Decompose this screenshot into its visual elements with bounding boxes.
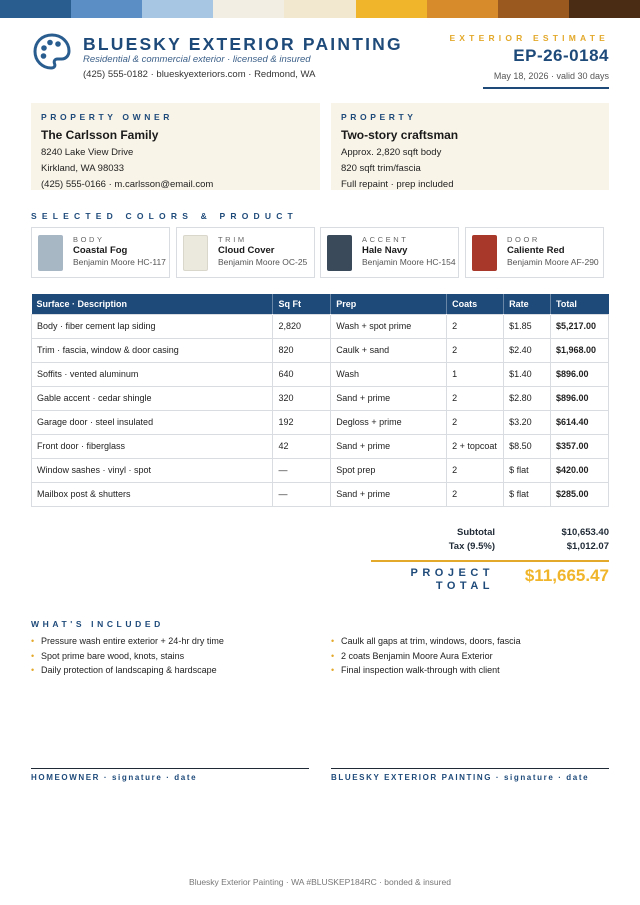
table-cell: $285.00 [551, 482, 609, 506]
table-cell: Degloss + prime [331, 410, 447, 434]
swatch-name: Cloud Cover [218, 245, 275, 256]
subtotal-value: $10,653.40 [561, 527, 609, 538]
header-divider [483, 87, 609, 89]
table-cell: $420.00 [551, 458, 609, 482]
table-cell: $1,968.00 [551, 338, 609, 362]
company-contact: (425) 555-0182 · blueskyexteriors.com · Redmond, WA [83, 69, 316, 80]
swatch-code: Benjamin Moore HC-154 [362, 257, 456, 267]
table-cell: Spot prep [331, 458, 447, 482]
owner-address-line-1: 8240 Lake View Drive [41, 147, 134, 158]
table-cell: $614.40 [551, 410, 609, 434]
column-header: Surface · Description [32, 294, 273, 314]
table-cell: $8.50 [504, 434, 551, 458]
list-item: • 2 coats Benjamin Moore Aura Exterior [331, 651, 521, 666]
table-cell: 2 [447, 338, 504, 362]
table-cell: $357.00 [551, 434, 609, 458]
footer-text: Bluesky Exterior Painting · WA #BLUSKEP184RC · bonded & insured [189, 877, 451, 887]
column-header: Total [551, 294, 609, 314]
table-cell: $ flat [504, 482, 551, 506]
table-cell: $2.40 [504, 338, 551, 362]
property-owner-panel [31, 103, 320, 190]
owner-address-line-2: Kirkland, WA 98033 [41, 163, 125, 174]
swatch-card-accent [320, 227, 459, 278]
tax-value: $1,012.07 [566, 541, 609, 552]
list-item: • Final inspection walk-through with client [331, 665, 521, 680]
swatch-chip [183, 235, 208, 271]
swatch-name: Coastal Fog [73, 245, 128, 256]
property-line-2: 820 sqft trim/fascia [341, 163, 421, 174]
table-row [32, 482, 609, 506]
table-header-row [32, 294, 609, 314]
property-title: Two-story craftsman [341, 128, 459, 142]
table-cell: $1.40 [504, 362, 551, 386]
list-item: • Daily protection of landscaping & hardscape [31, 665, 224, 680]
table-row [32, 314, 609, 338]
table-row [32, 458, 609, 482]
table-cell: 2 [447, 458, 504, 482]
stripe-segment [0, 0, 71, 18]
swatch-code: Benjamin Moore AF-290 [507, 257, 599, 267]
table-cell: 192 [273, 410, 331, 434]
property-line-3: Full repaint · prep included [341, 179, 454, 190]
included-list-left [31, 636, 224, 680]
swatch-code: Benjamin Moore HC-117 [73, 257, 166, 267]
table-row [32, 386, 609, 410]
table-cell: Wash + spot prime [331, 314, 447, 338]
swatch-label: ACCENT [362, 235, 409, 244]
table-cell: 320 [273, 386, 331, 410]
table-cell: 2 [447, 314, 504, 338]
swatch-code: Benjamin Moore OC-25 [218, 257, 308, 267]
table-cell: Wash [331, 362, 447, 386]
stripe-segment [71, 0, 142, 18]
included-section-label: WHAT'S INCLUDED [31, 619, 164, 629]
swatch-label: TRIM [218, 235, 247, 244]
table-row [32, 362, 609, 386]
table-cell: Soffits · vented aluminum [32, 362, 273, 386]
table-cell: $2.80 [504, 386, 551, 410]
homeowner-signature-label: HOMEOWNER · signature · date [31, 773, 198, 782]
table-cell: $1.85 [504, 314, 551, 338]
palette-stripe [0, 0, 640, 18]
table-cell: 2 [447, 410, 504, 434]
swatch-name: Hale Navy [362, 245, 408, 256]
total-divider [371, 560, 609, 562]
column-header: Coats [447, 294, 504, 314]
owner-contact: (425) 555-0166 · m.carlsson@email.com [41, 179, 214, 190]
project-total-label-line-2: TOTAL [435, 580, 494, 592]
panel-label: PROPERTY OWNER [41, 112, 173, 122]
owner-name: The Carlsson Family [41, 128, 159, 142]
table-cell: 2 [447, 482, 504, 506]
table-cell: 2 [447, 386, 504, 410]
estimate-number: EP-26-0184 [513, 46, 609, 65]
table-cell: $896.00 [551, 362, 609, 386]
swatch-label: BODY [73, 235, 105, 244]
project-total-value: $11,665.47 [524, 566, 609, 585]
swatch-name: Caliente Red [507, 245, 565, 256]
swatch-label: DOOR [507, 235, 540, 244]
company-tagline: Residential & commercial exterior · licensed & insured [83, 54, 311, 65]
stripe-segment [213, 0, 284, 18]
swatch-card-trim [176, 227, 315, 278]
subtotal-label: Subtotal [457, 527, 495, 538]
list-item: • Spot prime bare wood, knots, stains [31, 651, 224, 666]
stripe-segment [569, 0, 640, 18]
company-signature-label: BLUESKY EXTERIOR PAINTING · signature · date [331, 773, 590, 782]
swatch-card-body [31, 227, 170, 278]
stripe-segment [498, 0, 569, 18]
table-row [32, 410, 609, 434]
company-signature-line[interactable] [331, 768, 609, 769]
panel-label: PROPERTY [341, 112, 417, 122]
homeowner-signature-line[interactable] [31, 768, 309, 769]
stripe-segment [427, 0, 498, 18]
tax-label: Tax (9.5%) [448, 541, 495, 552]
table-cell: Body · fiber cement lap siding [32, 314, 273, 338]
table-cell: $896.00 [551, 386, 609, 410]
table-cell: Mailbox post & shutters [32, 482, 273, 506]
property-line-1: Approx. 2,820 sqft body [341, 147, 442, 158]
table-cell: 640 [273, 362, 331, 386]
estimate-date: May 18, 2026 · valid 30 days [493, 71, 609, 81]
table-cell: Trim · fascia, window & door casing [32, 338, 273, 362]
swatch-chip [472, 235, 497, 271]
table-cell: Sand + prime [331, 434, 447, 458]
project-total-label [411, 567, 494, 593]
line-items-table [31, 294, 609, 507]
stripe-segment [356, 0, 427, 18]
table-cell: Garage door · steel insulated [32, 410, 273, 434]
document-type: EXTERIOR ESTIMATE [449, 33, 609, 43]
table-cell: 820 [273, 338, 331, 362]
table-cell: $3.20 [504, 410, 551, 434]
swatch-chip [327, 235, 352, 271]
swatch-card-door [465, 227, 604, 278]
column-header: Prep [331, 294, 447, 314]
list-item: • Pressure wash entire exterior + 24-hr dry time [31, 636, 224, 651]
colors-section-label: SELECTED COLORS & PRODUCT [31, 211, 298, 221]
table-cell: Sand + prime [331, 482, 447, 506]
table-cell: 1 [447, 362, 504, 386]
stripe-segment [142, 0, 213, 18]
included-list-right [331, 636, 521, 680]
property-panel [331, 103, 609, 190]
table-cell: 2 + topcoat [447, 434, 504, 458]
project-total-label-line-1: PROJECT [410, 567, 494, 579]
table-cell: 2,820 [273, 314, 331, 338]
table-cell: 42 [273, 434, 331, 458]
list-item: • Caulk all gaps at trim, windows, doors, fascia [331, 636, 521, 651]
table-cell: Front door · fiberglass [32, 434, 273, 458]
table-cell: Caulk + sand [331, 338, 447, 362]
table-cell: — [273, 458, 331, 482]
column-header: Rate [504, 294, 551, 314]
swatch-chip [38, 235, 63, 271]
table-row [32, 434, 609, 458]
table-cell: $ flat [504, 458, 551, 482]
table-row [32, 338, 609, 362]
table-cell: Gable accent · cedar shingle [32, 386, 273, 410]
column-header: Sq Ft [273, 294, 331, 314]
stripe-segment [284, 0, 355, 18]
palette-icon [33, 33, 71, 71]
company-name: BLUESKY EXTERIOR PAINTING [83, 34, 403, 54]
table-cell: Window sashes · vinyl · spot [32, 458, 273, 482]
table-cell: $5,217.00 [551, 314, 609, 338]
table-cell: — [273, 482, 331, 506]
table-cell: Sand + prime [331, 386, 447, 410]
